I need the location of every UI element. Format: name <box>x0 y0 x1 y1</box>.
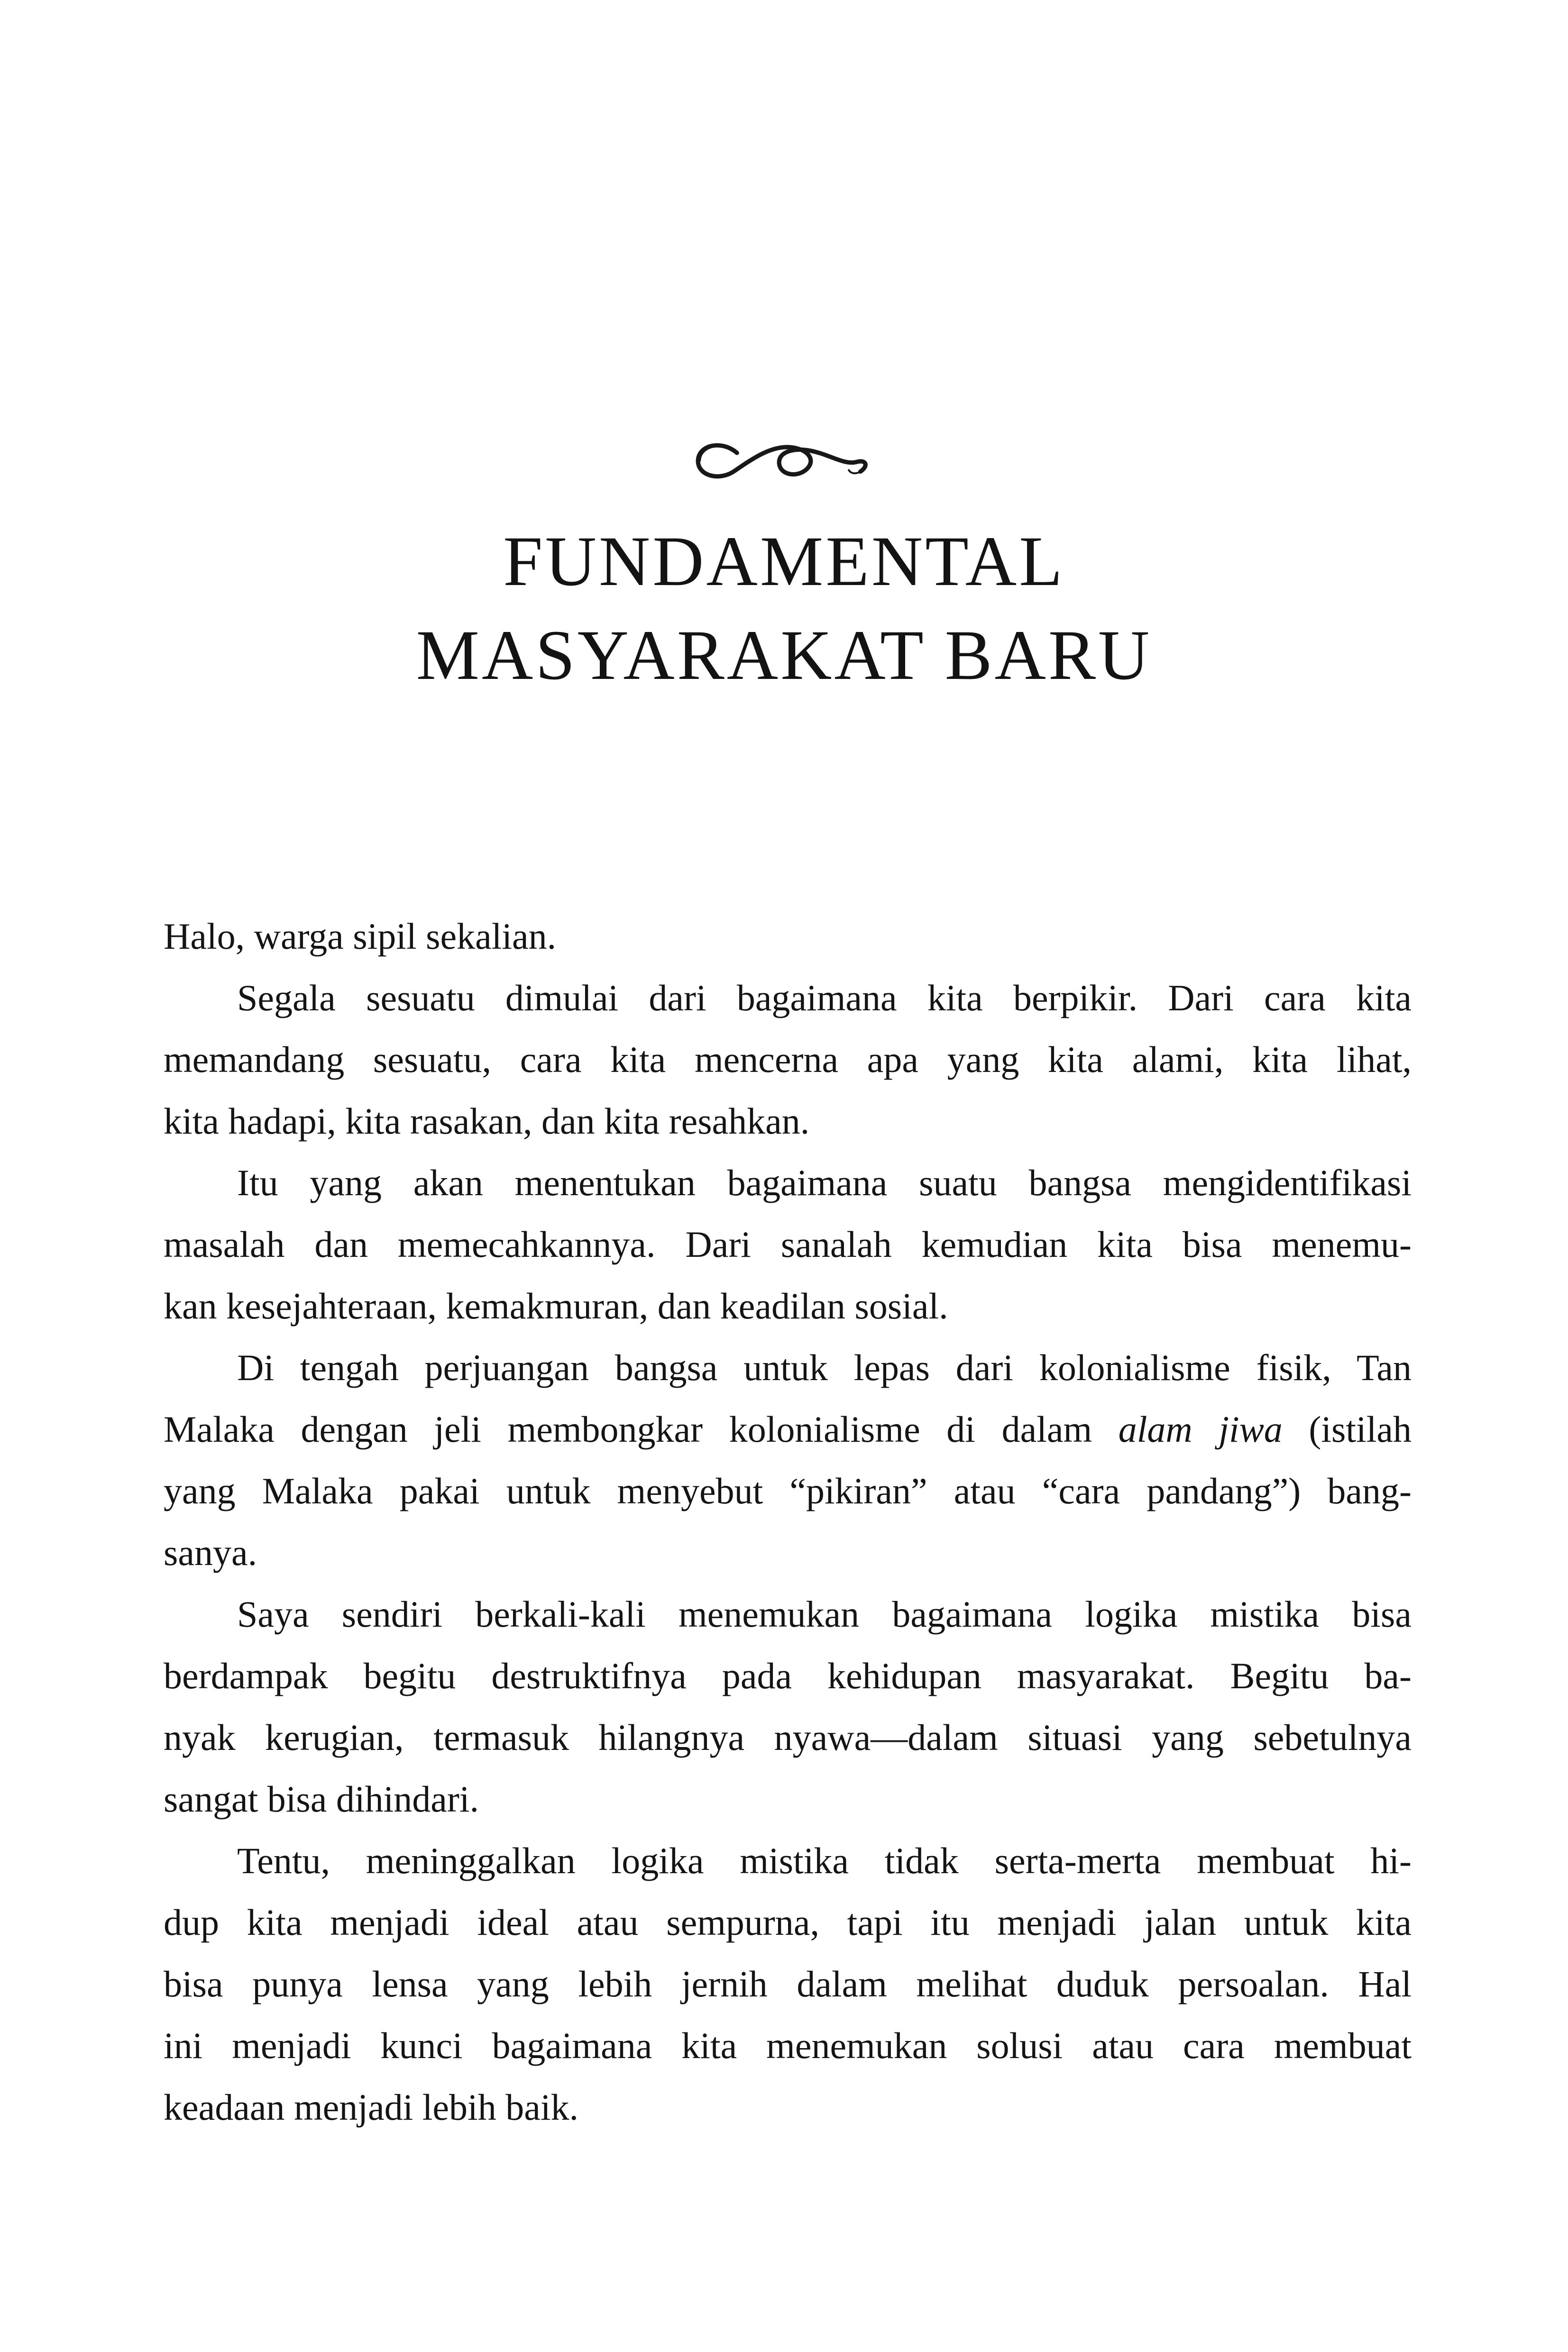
body-text-line <box>164 1768 1412 1830</box>
body-text-line <box>164 1399 1412 1460</box>
body-text-segment: yang Malaka pakai untuk menyebut “pikiran” atau “cara pandang”) bang- <box>164 1470 1412 1511</box>
body-text-line <box>164 1583 1412 1645</box>
body-text-segment: keadaan menjadi lebih baik. <box>164 2087 578 2128</box>
body-text <box>164 906 1412 2138</box>
body-text-line <box>164 1953 1412 2015</box>
body-text-line <box>164 1029 1412 1090</box>
body-text-segment: Tentu, meninggalkan logika mistika tidak serta-merta membuat hi- <box>237 1840 1412 1881</box>
chapter-ornament <box>0 436 1568 492</box>
chapter-title <box>0 514 1568 702</box>
body-text-segment: Malaka dengan jeli membongkar kolonialisme di dalam <box>164 1409 1119 1450</box>
chapter-title-line-1: FUNDAMENTAL <box>503 522 1065 601</box>
body-text-segment: memandang sesuatu, cara kita mencerna apa yang kita alami, kita lihat, <box>164 1039 1412 1080</box>
body-text-line <box>164 1645 1412 1707</box>
body-text-line <box>164 1214 1412 1275</box>
body-text-segment: nyak kerugian, termasuk hilangnya nyawa—dalam situasi yang sebetulnya <box>164 1717 1412 1758</box>
body-text-segment: berdampak begitu destruktifnya pada kehidupan masyarakat. Begitu ba- <box>164 1655 1412 1696</box>
body-text-line <box>164 1337 1412 1399</box>
body-text-segment: Saya sendiri berkali-kali menemukan bagaimana logika mistika bisa <box>237 1593 1412 1635</box>
body-text-line <box>164 967 1412 1029</box>
body-text-line <box>164 2077 1412 2138</box>
body-text-italic-segment: alam jiwa <box>1118 1409 1283 1450</box>
chapter-title-line-2: MASYARAKAT BARU <box>416 616 1152 695</box>
body-text-line <box>164 1522 1412 1583</box>
body-text-line <box>164 1830 1412 1892</box>
body-text-line <box>164 1460 1412 1522</box>
body-text-line <box>164 1090 1412 1152</box>
body-text-segment: Segala sesuatu dimulai dari bagaimana kita berpikir. Dari cara kita <box>237 977 1412 1018</box>
body-text-segment: dup kita menjadi ideal atau sempurna, tapi itu menjadi jalan untuk kita <box>164 1902 1412 1943</box>
body-text-segment: sangat bisa dihindari. <box>164 1778 479 1820</box>
flourish-ornament-icon <box>690 436 878 492</box>
body-text-segment: kan kesejahteraan, kemakmuran, dan keadilan sosial. <box>164 1285 948 1327</box>
body-text-segment: masalah dan memecahkannya. Dari sanalah kemudian kita bisa menemu- <box>164 1224 1412 1265</box>
body-text-line <box>164 2015 1412 2077</box>
body-text-line <box>164 1707 1412 1768</box>
body-text-segment: ini menjadi kunci bagaimana kita menemukan solusi atau cara membuat <box>164 2025 1412 2066</box>
body-text-segment: Halo, warga sipil sekalian. <box>164 915 557 957</box>
body-text-segment: (istilah <box>1282 1409 1412 1450</box>
body-text-segment: Di tengah perjuangan bangsa untuk lepas dari kolonialisme fisik, Tan <box>237 1347 1412 1388</box>
body-text-segment: Itu yang akan menentukan bagaimana suatu bangsa mengidentifikasi <box>237 1162 1412 1203</box>
body-text-line <box>164 1892 1412 1953</box>
body-text-segment: bisa punya lensa yang lebih jernih dalam melihat duduk persoalan. Hal <box>164 1963 1412 2004</box>
body-text-line <box>164 1275 1412 1337</box>
body-text-line <box>164 906 1412 967</box>
body-text-line <box>164 1152 1412 1214</box>
body-text-segment: sanya. <box>164 1532 257 1573</box>
body-text-segment: kita hadapi, kita rasakan, dan kita resahkan. <box>164 1100 810 1142</box>
